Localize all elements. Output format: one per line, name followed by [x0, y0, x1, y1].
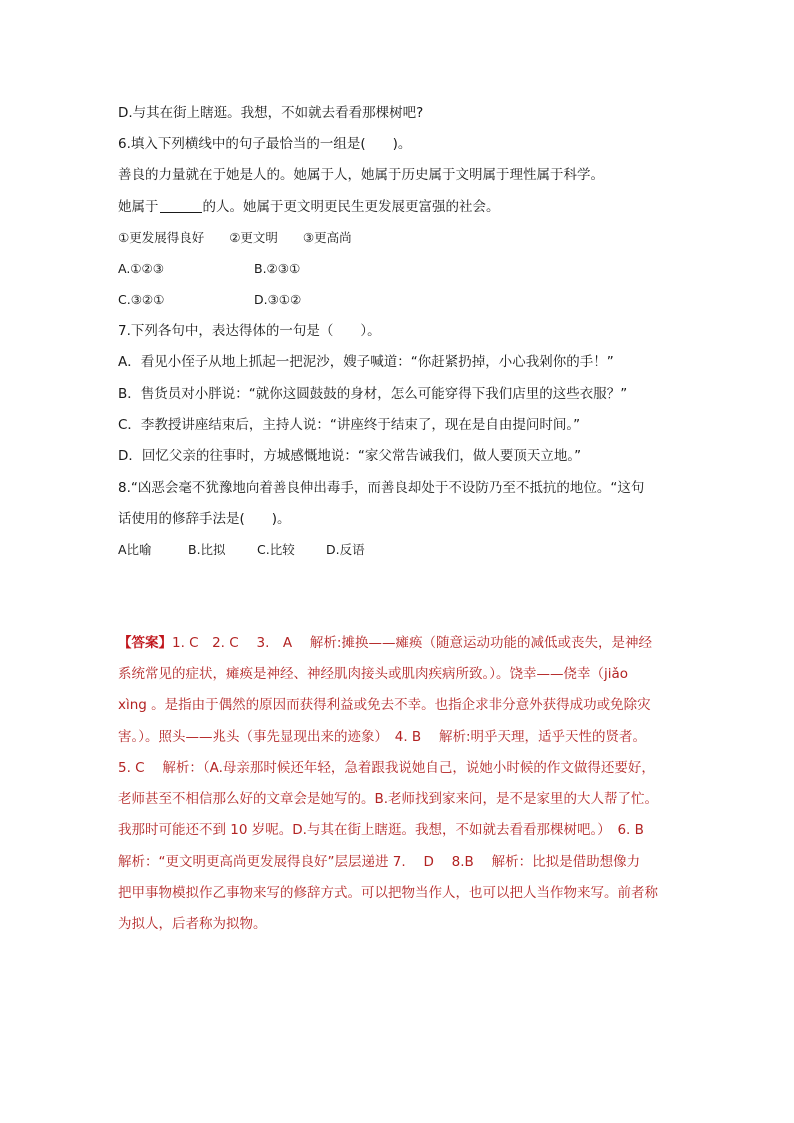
answer-line-6: 老师甚至不相信那么好的文章会是她写的。B.老师找到家来问，是不是家里的大人帮了忙。	[118, 791, 659, 807]
q7-stem: 7.下列各句中，表达得体的一句是（ ）。	[118, 323, 381, 339]
q6-passage-after: 的人。她属于更文明更民生更发展更富强的社会。	[202, 199, 500, 215]
answer-line-3: xìng 。是指由于偶然的原因而获得利益或免去不幸。也指企求非分意外获得成功或免除灾	[118, 697, 651, 713]
q7-option-d: D．回忆父亲的往事时，方城感慨地说：“家父常告诫我们，做人要顶天立地。”	[118, 448, 582, 464]
q8-stem-line2: 话使用的修辞手法是( )。	[118, 511, 291, 527]
q6-choices: ①更发展得良好 ②更文明 ③更高尚	[118, 230, 352, 245]
answer-label: 【答案】	[118, 635, 172, 651]
q6-option-b: B.②③①	[254, 261, 301, 276]
fill-blank	[160, 199, 202, 213]
answer-line-8: 解析：“更文明更高尚更发展得良好”层层递进 7. D 8.B 解析：比拟是借助想像力	[118, 854, 641, 870]
q5-option-d: D.与其在街上瞎逛。我想，不如就去看看那棵树吧?	[118, 105, 424, 121]
q7-option-b: B．售货员对小胖说：“就你这圆鼓鼓的身材，怎么可能穿得下我们店里的这些衣服？”	[118, 386, 628, 402]
answer-line-10: 为拟人，后者称为拟物。	[118, 916, 267, 932]
q6-option-a: A.①②③	[118, 261, 164, 276]
q6-passage-line1: 善良的力量就在于她是人的。她属于人，她属于历史属于文明属于理性属于科学。	[118, 167, 604, 183]
q6-passage-before: 她属于	[118, 199, 159, 215]
q8-option-d: D.反语	[326, 542, 365, 557]
answer-line-2: 系统常见的症状，瘫痪是神经、神经肌肉接头或肌肉疾病所致。）。饶幸——侥幸（jiǎo	[118, 666, 629, 682]
answer-line-7: 我那时可能还不到 10 岁呢。D.与其在街上瞎逛。我想，不如就去看看那棵树吧。） 6. B	[118, 822, 644, 838]
answer-text: 1. C 2. C 3. A 解析:摊换——瘫痪（随意运动功能的减低或丧失，是神经	[172, 635, 652, 651]
answer-line-9: 把甲事物模拟作乙事物来写的修辞方式。可以把物当作人，也可以把人当作物来写。前者称	[118, 885, 658, 901]
q6-option-d: D.③①②	[254, 292, 302, 307]
answer-line-1	[118, 634, 678, 652]
answer-line-4: 害。）。照头——兆头（事先显现出来的迹象） 4. B 解析:明乎天理，适乎天性的贤者。	[118, 729, 647, 745]
q7-option-a: A．看见小侄子从地上抓起一把泥沙，嫂子喊道：“你赶紧扔掉，小心我剁你的手！”	[118, 354, 614, 370]
q6-stem: 6.填入下列横线中的句子最恰当的一组是( )。	[118, 136, 412, 152]
q6-passage-line2	[118, 198, 678, 216]
q8-option-c: C.比较	[257, 542, 295, 557]
q7-option-c: C．李教授讲座结束后，主持人说：“讲座终于结束了，现在是自由提问时间。”	[118, 417, 581, 433]
q8-option-b: B.比拟	[188, 542, 226, 557]
q6-option-c: C.③②①	[118, 292, 165, 307]
q8-stem-line1: 8.“凶恶会毫不犹豫地向着善良伸出毒手，而善良却处于不设防乃至不抵抗的地位。“这句	[118, 480, 645, 496]
q8-option-a: A比喻	[118, 542, 152, 557]
answer-line-5: 5. C 解析：（A.母亲那时候还年轻，急着跟我说她自己，说她小时候的作文做得还要好，	[118, 760, 655, 776]
